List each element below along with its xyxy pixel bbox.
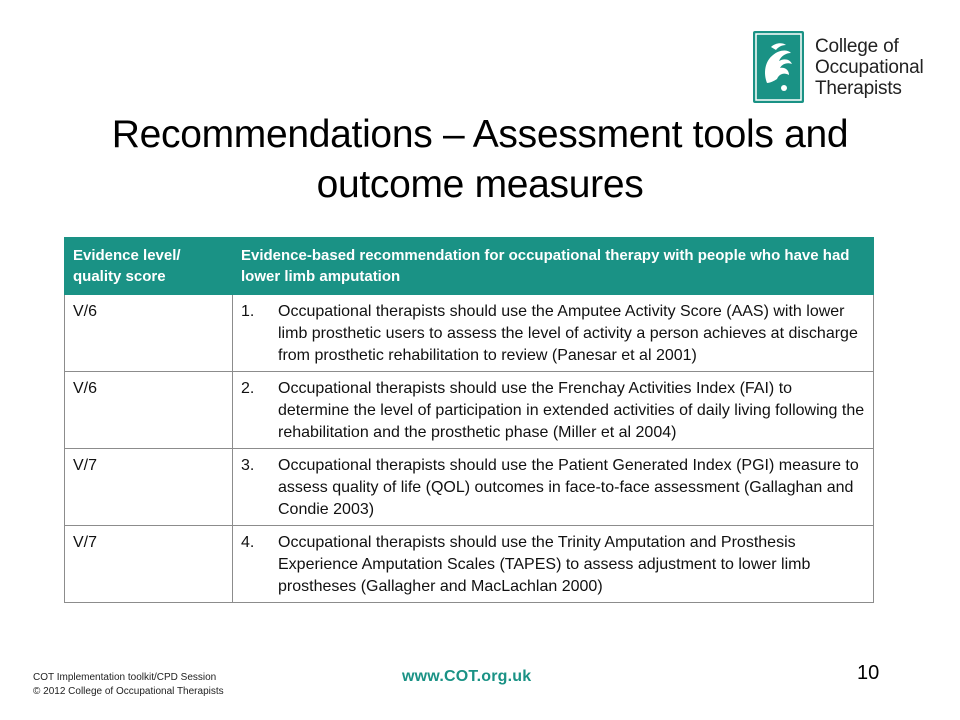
slide-title: Recommendations – Assessment tools and outcome measures bbox=[111, 113, 849, 206]
header-recommendation: Evidence-based recommendation for occupational therapy with people who have had lower limb amputation bbox=[233, 238, 874, 295]
recommendation-number: 3. bbox=[241, 457, 255, 474]
recommendation-cell bbox=[233, 372, 874, 449]
table-header-row bbox=[65, 238, 874, 295]
evidence-level-cell: V/7 bbox=[65, 526, 233, 603]
recommendation-text: Occupational therapists should use the Frenchay Activities Index (FAI) to determine the level of participation in extended activities of daily living following the rehabilitation and the prosthetic phase (Miller et al 2004) bbox=[278, 380, 865, 441]
website-link[interactable]: www.COT.org.uk bbox=[402, 668, 532, 685]
recommendation-cell bbox=[233, 295, 874, 372]
recommendation-text: Occupational therapists should use the Patient Generated Index (PGI) measure to assess quality of life (QOL) outcomes in face-to-face assessment (Gallaghan and Condie 2003) bbox=[278, 457, 859, 518]
evidence-level-cell: V/6 bbox=[65, 372, 233, 449]
recommendations-table bbox=[64, 237, 874, 603]
recommendation-number: 2. bbox=[241, 380, 255, 397]
footer-copyright-line: © 2012 College of Occupational Therapists bbox=[33, 686, 224, 697]
logo-line-3: Therapists bbox=[815, 78, 902, 99]
recommendation-cell bbox=[233, 526, 874, 603]
footer-toolkit-line: COT Implementation toolkit/CPD Session bbox=[33, 672, 217, 683]
evidence-level-cell: V/7 bbox=[65, 449, 233, 526]
recommendation-cell bbox=[233, 449, 874, 526]
college-logo-icon bbox=[753, 31, 804, 103]
college-logo-text bbox=[815, 36, 955, 99]
recommendation-number: 4. bbox=[241, 534, 255, 551]
recommendation-number: 1. bbox=[241, 303, 255, 320]
logo-line-1: College of bbox=[815, 36, 899, 57]
table-row bbox=[65, 449, 874, 526]
footer-credits bbox=[33, 671, 224, 699]
recommendation-text: Occupational therapists should use the Trinity Amputation and Prosthesis Experience Amputation Scales (TAPES) to assess adjustment to lower limb prostheses (Gallagher and MacLachlan 2000) bbox=[278, 534, 811, 595]
table-row bbox=[65, 526, 874, 603]
header-evidence-level: Evidence level/ quality score bbox=[65, 238, 233, 295]
table-row bbox=[65, 372, 874, 449]
page-number: 10 bbox=[857, 662, 880, 684]
recommendation-text: Occupational therapists should use the Amputee Activity Score (AAS) with lower limb prosthetic users to assess the level of activity a person achieves at discharge from prosthetic rehabilitation to review (Panesar et al 2001) bbox=[278, 303, 858, 364]
evidence-level-cell: V/6 bbox=[65, 295, 233, 372]
table-row bbox=[65, 295, 874, 372]
logo-line-2: Occupational bbox=[815, 57, 924, 78]
